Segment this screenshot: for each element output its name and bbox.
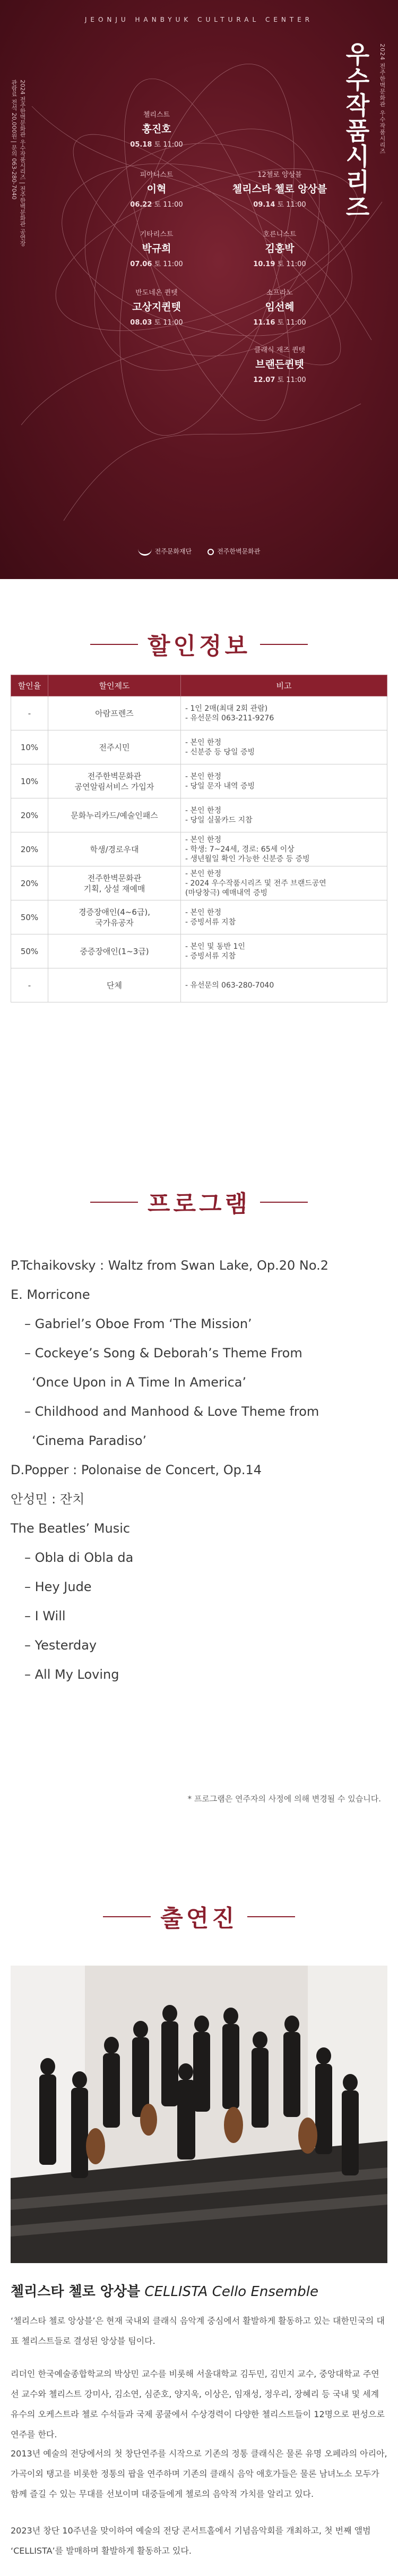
program-item: ‘Once Upon in A Time In America’ (32, 1375, 247, 1390)
performance-card: 소프라노 임선혜 11.16 토 11:00 (253, 289, 306, 327)
table-row (11, 764, 387, 798)
discount-rate-cell: 10% (11, 730, 48, 764)
column-header: 할인제도 (48, 675, 181, 696)
program-heading: 프로그램 (0, 1185, 398, 1219)
bio-paragraph: 리더인 한국예술종합학교의 박상민 교수를 비롯해 서울대학교 김두민, 김민지 교수, 중앙대학교 주연선 교수와 첼리스트 강미사, 김소연, 심준호, 양지욱, 이상은, 임재성, 정우리, 장혜리 등 국내 및 세계 유수의 오케스트라 첼로 수석들과 국제 콩쿨에서 수상경력이 다양한 첼리스트들이 12명으로 편성으로 연주를 한다. (11, 2369, 385, 2439)
discount-type-cell: 중증장애인(1~3급) (48, 934, 181, 968)
discount-note-cell: - 본인 한정 - 신분증 등 당일 증빙 (181, 730, 387, 764)
discount-type-cell: 아람프렌즈 (48, 696, 181, 730)
bio-paragraph: 2013년 예술의 전당에서의 첫 창단연주를 시작으로 기존의 정통 클래식은 물론 유명 오페라의 아리아, 가곡이외 탱고를 비롯한 정통의 팝을 연주하며 기존의 클래식 음악 애호가들은 물론 남녀노소 모두가 함께 즐길 수 있는 무대를 선보이며 대중들에게 첼로의 음악적 가치를 알리고 있다. (11, 2449, 387, 2499)
performance-card: 첼리스트 홍진호 05.18 토 11:00 (130, 111, 183, 149)
discount-note-cell: - 본인 한정 - 당일 실물카드 지참 (181, 798, 387, 832)
table-row (11, 798, 387, 832)
series-subtitle: 2024 전주한벽문화관 우수작품시리즈 (379, 44, 386, 155)
performance-card: 기타리스트 박규희 07.06 토 11:00 (130, 231, 183, 268)
performer-heading: 출연진 (0, 1899, 398, 1933)
discount-note-cell: - 본인 및 동반 1인 - 증빙서류 지참 (181, 934, 387, 968)
discount-rate-cell: 20% (11, 798, 48, 832)
venue-topline: JEONJU HANBYUK CULTURAL CENTER (84, 16, 314, 23)
discount-rate-cell: - (11, 968, 48, 1002)
venue-logo: 전주한벽문화관 (207, 547, 260, 556)
discount-rate-cell: 20% (11, 832, 48, 866)
concert-poster (0, 0, 398, 579)
discount-type-cell: 전주한벽문화관 기획, 상설 재예매 (48, 866, 181, 900)
performance-card: 피아니스트 이혁 06.22 토 11:00 (130, 171, 183, 209)
performance-card: 클래식 재즈 퀸텟 브랜든퀸텟 12.07 토 11:00 (253, 346, 306, 384)
discount-type-cell: 학생/경로우대 (48, 832, 181, 866)
table-row (11, 832, 387, 866)
bio-paragraph: 2023년 창단 10주년을 맞이하여 예술의 전당 콘서트홀에서 기념음악회를 개최하고, 첫 번째 앨범 ‘CELLISTA’를 발매하며 활발하게 활동하고 있다. (11, 2526, 371, 2556)
discount-type-cell: 전주한벽문화관 공연알림서비스 가입자 (48, 764, 181, 798)
discount-rate-cell: 20% (11, 866, 48, 900)
discount-note-cell: - 본인 한정 - 증빙서류 지참 (181, 900, 387, 934)
program-item: P.Tchaikovsky : Waltz from Swan Lake, Op.20 No.2 (11, 1258, 329, 1273)
program-note: * 프로그램은 연주자의 사정에 의해 변경될 수 있습니다. (187, 1794, 381, 1804)
program-item: – All My Loving (24, 1667, 119, 1682)
discount-heading: 할인정보 (0, 627, 398, 661)
performance-card: 호른니스트 김홍박 10.19 토 11:00 (253, 231, 306, 268)
program-item: D.Popper : Polonaise de Concert, Op.14 (11, 1463, 262, 1477)
discount-type-cell: 경증장애인(4~6급), 국가유공자 (48, 900, 181, 934)
discount-rate-cell: 50% (11, 934, 48, 968)
sponsor-logos (0, 547, 398, 556)
column-header: 비고 (181, 675, 387, 696)
discount-note-cell: - 본인 한정 - 2024 우수작품시리즈 및 전주 브랜드공연 (마당창극) 예매내역 증빙 (181, 866, 387, 900)
column-header: 할인율 (11, 675, 48, 696)
program-item: – Hey Jude (24, 1579, 92, 1594)
program-item: ‘Cinema Paradiso’ (32, 1433, 147, 1448)
table-row (11, 866, 387, 900)
performance-card: 반도네온 퀸텟 고상지퀸텟 08.03 토 11:00 (130, 289, 183, 327)
table-row (11, 900, 387, 934)
program-item: The Beatles’ Music (11, 1521, 131, 1536)
foundation-logo: 전주문화재단 (138, 547, 192, 556)
discount-rate-cell: 10% (11, 764, 48, 798)
program-list (11, 1251, 387, 1689)
discount-note-cell: - 본인 한정 - 당일 문자 내역 증빙 (181, 764, 387, 798)
program-item: 안성민 : 잔치 (11, 1492, 85, 1507)
discount-rate-cell: - (11, 696, 48, 730)
ensemble-photo-illustration (11, 1966, 387, 2263)
ensemble-photo (11, 1966, 387, 2263)
program-item: – Childhood and Manhood & Love Theme from (24, 1404, 319, 1419)
discount-rate-cell: 50% (11, 900, 48, 934)
performance-card: 12첼로 앙상블 첼리스타 첼로 앙상블 09.14 토 11:00 (232, 171, 327, 209)
program-item: E. Morricone (11, 1287, 90, 1302)
program-item: – Obla di Obla da (24, 1550, 134, 1565)
discount-table (11, 675, 387, 1002)
program-item: – Gabriel’s Oboe From ‘The Mission’ (24, 1316, 252, 1331)
poster-side-info: 2024 전주한벽문화관 우수작품시리즈 | 전주한벽문화관 공연장 관람료 전석 20,000원 | 문의 063-280-7040 (11, 80, 26, 246)
discount-type-cell: 단체 (48, 968, 181, 1002)
discount-note-cell: - 본인 한정 - 학생: 7~24세, 경로: 65세 이상 - 생년월일 확인 가능한 신분증 등 증빙 (181, 832, 387, 866)
ensemble-title: 첼리스타 첼로 앙상블 CELLISTA Cello Ensemble (11, 2284, 318, 2300)
table-row (11, 730, 387, 764)
table-row (11, 696, 387, 730)
discount-type-cell: 문화누리카드/예술인패스 (48, 798, 181, 832)
table-row (11, 968, 387, 1002)
program-item: – I Will (24, 1609, 66, 1623)
series-title: 우수작품시리즈 (342, 41, 370, 220)
table-header-row (11, 675, 387, 696)
table-row (11, 934, 387, 968)
program-item: – Yesterday (24, 1638, 97, 1653)
bio-paragraph: ‘첼리스타 첼로 앙상블’은 현재 국내외 클래식 음악계 중심에서 활발하게 활동하고 있는 대한민국의 대표 첼리스트들로 결성된 앙상블 팀이다. (11, 2316, 385, 2346)
discount-type-cell: 전주시민 (48, 730, 181, 764)
program-item: – Cockeye’s Song & Deborah’s Theme From (24, 1346, 302, 1361)
discount-note-cell: - 유선문의 063-280-7040 (181, 968, 387, 1002)
discount-note-cell: - 1인 2매(최대 2회 관람) - 유선문의 063-211-9276 (181, 696, 387, 730)
